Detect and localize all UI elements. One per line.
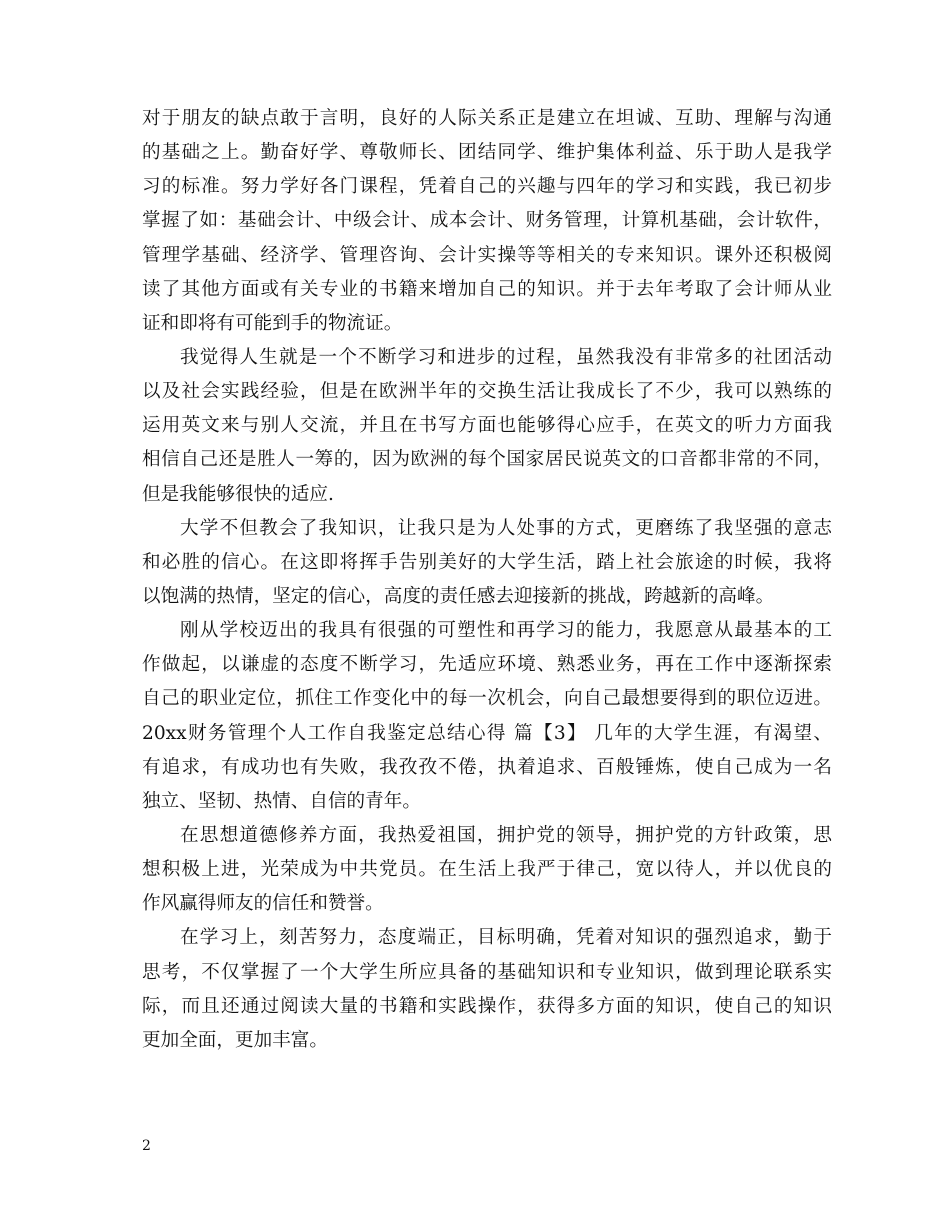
document-body: [142, 102, 832, 1058]
text-line: 掌握了如：基础会计、中级会计、成本会计、财务管理，计算机基础，会计软件，: [142, 210, 832, 232]
paragraph-first-line: 在思想道德修养方面，我热爱祖国，拥护党的领导，拥护党的方针政策，思: [180, 824, 832, 846]
text-line: 更加全面，更加丰富。: [142, 1029, 328, 1051]
text-line: 但是我能够很快的适应.: [142, 483, 334, 505]
text-line: 际，而且还通过阅读大量的书籍和实践操作，获得多方面的知识，使自己的知识: [142, 995, 832, 1017]
text-line: 习的标准。努力学好各门课程，凭着自己的兴趣与四年的学习和实践，我已初步: [142, 176, 832, 198]
text-line: 作做起，以谦虚的态度不断学习，先适应环境、熟悉业务，再在工作中逐渐探索: [142, 654, 832, 676]
page-number: 2: [142, 1138, 151, 1154]
text-line: 以及社会实践经验，但是在欧洲半年的交换生活让我成长了不少，我可以熟练的: [142, 381, 832, 403]
text-line: 有追求，有成功也有失败，我孜孜不倦，执着追求、百般锤炼，使自己成为一名: [142, 756, 832, 778]
text-line: 想积极上进，光荣成为中共党员。在生活上我严于律己，宽以待人，并以优良的: [142, 859, 832, 881]
text-line: 的基础之上。勤奋好学、尊敬师长、团结同学、维护集体利益、乐于助人是我学: [142, 142, 832, 164]
section-heading-line: 20xx财务管理个人工作自我鉴定总结心得 篇【3】 几年的大学生涯，有渴望、: [142, 722, 832, 744]
text-line: 对于朋友的缺点敢于言明，良好的人际关系正是建立在坦诚、互助、理解与沟通: [142, 108, 832, 129]
text-line: 和必胜的信心。在这即将挥手告别美好的大学生活，踏上社会旅途的时候，我将: [142, 551, 832, 573]
text-line: 自己的职业定位，抓住工作变化中的每一次机会，向自己最想要得到的职位迈进。: [142, 688, 832, 710]
paragraph-first-line: 刚从学校迈出的我具有很强的可塑性和再学习的能力，我愿意从最基本的工: [180, 620, 832, 642]
text-line: 独立、坚韧、热情、自信的青年。: [142, 790, 421, 812]
text-line: 作风赢得师友的信任和赞誉。: [142, 893, 384, 915]
text-line: 管理学基础、经济学、管理咨询、会计实操等等相关的专来知识。课外还积极阅: [142, 244, 832, 266]
text-line: 运用英文来与别人交流，并且在书写方面也能够得心应手，在英文的听力方面我: [142, 415, 832, 437]
text-line: 相信自己还是胜人一筹的，因为欧洲的每个国家居民说英文的口音都非常的不同，: [142, 449, 832, 471]
text-line: 证和即将有可能到手的物流证。: [142, 312, 403, 334]
paragraph-first-line: 我觉得人生就是一个不断学习和进步的过程，虽然我没有非常多的社团活动: [180, 346, 832, 368]
text-line: 思考，不仅掌握了一个大学生所应具备的基础知识和专业知识，做到理论联系实: [142, 961, 832, 983]
paragraph-first-line: 大学不但教会了我知识，让我只是为人处事的方式，更磨练了我坚强的意志: [180, 517, 832, 539]
paragraph-first-line: 在学习上，刻苦努力，态度端正，目标明确，凭着对知识的强烈追求，勤于: [180, 927, 832, 949]
text-line: 以饱满的热情，坚定的信心，高度的责任感去迎接新的挑战，跨越新的高峰。: [142, 585, 775, 607]
text-line: 读了其他方面或有关专业的书籍来增加自己的知识。并于去年考取了会计师从业: [142, 278, 832, 300]
